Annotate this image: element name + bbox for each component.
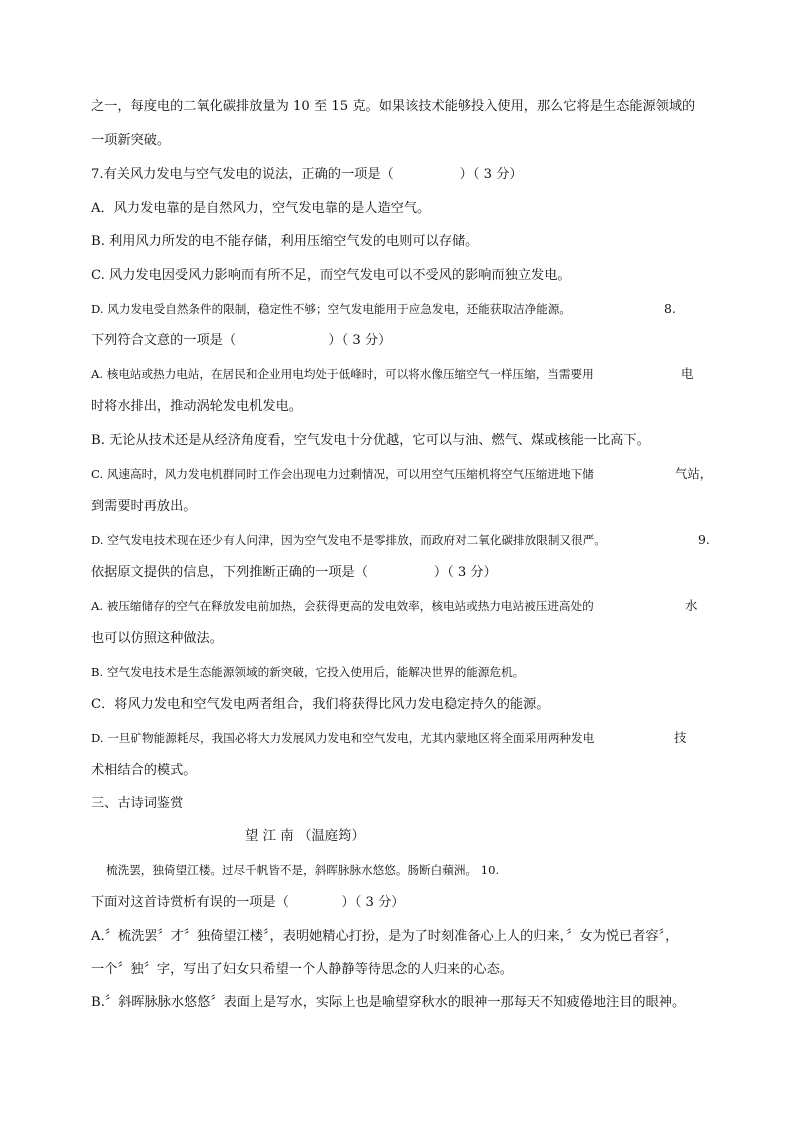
question-7-stem: 7.有关风力发电与空气发电的说法，正确的一项是（ ）（ 3 分） [91, 167, 523, 182]
question-9-option-d-cont: 术相结合的模式。 [91, 763, 197, 778]
question-9-option-d: D. 一旦矿物能源耗尽，我国必将大力发展风力发电和空气发电，尤其内蒙地区将全面采用两种发电 [91, 731, 595, 745]
question-8-option-a-cont: 时将水排出，推动涡轮发电机发电。 [91, 399, 302, 414]
section-heading: 三、古诗词鉴赏 [91, 796, 184, 811]
question-7-option-d: D. 风力发电受自然条件的限制，稳定性不够；空气发电能用于应急发电，还能获取洁净能源。 [91, 302, 572, 316]
question-9-number: 9. [698, 532, 710, 547]
question-8-option-a-tail: 电 [681, 366, 694, 381]
question-9-option-a: A. 被压缩储存的空气在释放发电前加热，会获得更高的发电效率，核电站或热力电站被压进高处的 [91, 599, 594, 613]
question-7-option-c: C. 风力发电因受风力影响而有所不足，而空气发电可以不受风的影响而独立发电。 [91, 268, 571, 283]
question-8-number: 8. [664, 301, 676, 316]
passage-line-2: 一项新突破。 [91, 133, 171, 148]
question-9-option-b: B. 空气发电技术是生态能源领域的新突破，它投入使用后，能解决世界的能源危机。 [91, 665, 525, 679]
question-10-option-a-cont: 一个〞独〞字，写出了妇女只希望一个人静静等待思念的人归来的心态。 [91, 962, 513, 977]
question-8-stem: 下列符合文意的一项是（ ）（ 3 分） [91, 333, 392, 348]
question-8-option-a: A. 核电站或热力电站，在居民和企业用电均处于低峰时，可以将水像压缩空气一样压缩，当需要用 [91, 367, 594, 381]
question-8-option-c-tail: 气站， [675, 466, 713, 481]
question-9-stem: 依据原文提供的信息，下列推断正确的一项是（ ）（ 3 分） [91, 565, 497, 580]
question-9-option-a-tail: 水 [685, 598, 698, 613]
question-7-option-a: A．风力发电靠的是自然风力，空气发电靠的是人造空气。 [91, 201, 431, 216]
poem-text: 梳洗罢，独倚望江楼。过尽千帆皆不是，斜晖脉脉水悠悠。肠断白蘋洲。 10. [106, 863, 500, 877]
question-10-stem: 下面对这首诗赏析有误的一项是（ ）（ 3 分） [91, 895, 405, 910]
question-9-option-d-tail: 技 [674, 730, 687, 745]
question-10-option-a: A.〞梳洗罢〞才〞独倚望江楼〞，表明她精心打扮，是为了时刻准备心上人的归来，〞女为悦已者容〞， [91, 929, 679, 944]
question-8-option-c: C. 风速高时，风力发电机群同时工作会出现电力过剩情况，可以用空气压缩机将空气压缩进地下储 [91, 467, 594, 481]
question-9-option-a-cont: 也可以仿照这种做法。 [91, 631, 223, 646]
passage-line-1: 之一，每度电的二氧化碳排放量为 10 至 15 克。如果该技术能够投入使用，那么它将是生态能源领域的 [91, 99, 696, 114]
question-9-option-c: C．将风力发电和空气发电两者组合，我们将获得比风力发电稳定持久的能源。 [91, 697, 550, 712]
poem-title: 望 江 南 （温庭筠） [245, 829, 365, 844]
question-8-option-b: B. 无论从技术还是从经济角度看，空气发电十分优越，它可以与油、燃气、煤或核能一比高下。 [91, 433, 650, 448]
question-10-option-b: B.〞斜晖脉脉水悠悠〞表面上是写水，实际上也是喻望穿秋水的眼神一那每天不知疲倦地注目的眼神。 [91, 995, 686, 1010]
question-8-option-c-cont: 到需要时再放出。 [91, 499, 197, 514]
question-8-option-d: D. 空气发电技术现在还少有人问津，因为空气发电不是零排放，而政府对二氧化碳排放限制又很严。 [91, 533, 606, 547]
question-7-option-b: B. 利用风力所发的电不能存储，利用压缩空气发的电则可以存储。 [91, 234, 479, 249]
